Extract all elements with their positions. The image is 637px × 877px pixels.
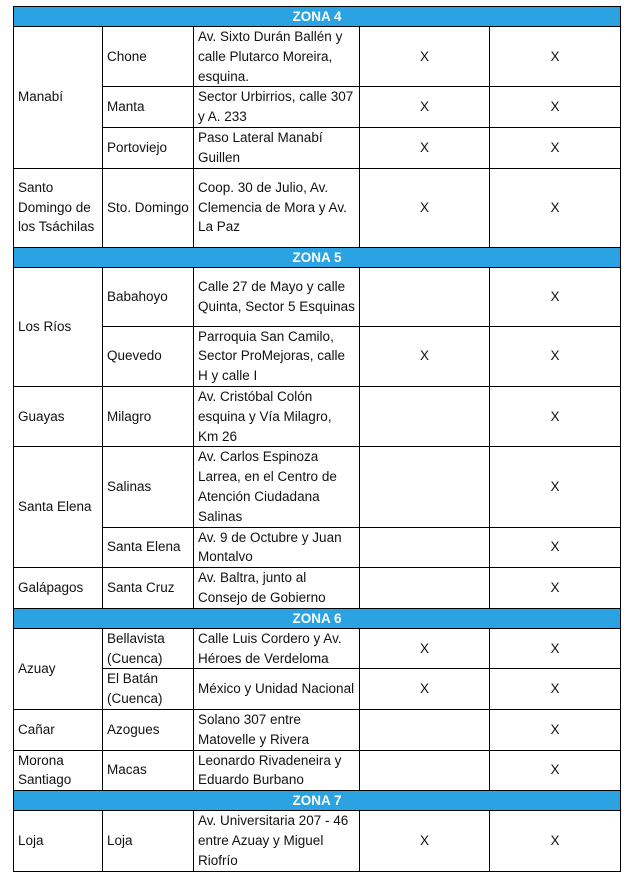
city-cell: Sto. Domingo	[103, 168, 194, 247]
address-cell: México y Unidad Nacional	[194, 669, 360, 710]
table-row	[14, 811, 621, 871]
city-cell: Manta	[103, 87, 194, 128]
province-cell: Morona Santiago	[14, 750, 103, 791]
mark-cell-1	[360, 267, 490, 326]
mark-cell-1: X	[360, 87, 490, 128]
city-cell: Macas	[103, 750, 194, 791]
offices-table	[13, 6, 621, 872]
province-cell: Manabí	[14, 27, 103, 169]
mark-cell-1: X	[360, 628, 490, 669]
mark-cell-1	[360, 709, 490, 750]
mark-cell-2: X	[490, 27, 621, 87]
address-cell: Av. Universitaria 207 - 46 entre Azuay y Miguel Riofrío	[194, 811, 360, 871]
address-cell: Coop. 30 de Julio, Av. Clemencia de Mora y Av. La Paz	[194, 168, 360, 247]
address-cell: Parroquia San Camilo, Sector ProMejoras, calle H y calle I	[194, 326, 360, 386]
mark-cell-1: X	[360, 669, 490, 710]
zone-title: ZONA 5	[14, 247, 621, 267]
province-cell: Loja	[14, 811, 103, 871]
zone-title: ZONA 4	[14, 7, 621, 27]
mark-cell-1	[360, 750, 490, 791]
mark-cell-1	[360, 568, 490, 609]
table-row	[14, 447, 621, 527]
mark-cell-2: X	[490, 447, 621, 527]
province-cell: Cañar	[14, 709, 103, 750]
mark-cell-2: X	[490, 811, 621, 871]
address-cell: Av. Sixto Durán Ballén y calle Plutarco Moreira, esquina.	[194, 27, 360, 87]
zone-header-row	[14, 791, 621, 811]
city-cell: Loja	[103, 811, 194, 871]
mark-cell-1: X	[360, 326, 490, 386]
address-cell: Leonardo Rivadeneira y Eduardo Burbano	[194, 750, 360, 791]
city-cell: Quevedo	[103, 326, 194, 386]
city-cell: Bellavista (Cuenca)	[103, 628, 194, 669]
address-cell: Calle Luis Cordero y Av. Héroes de Verdeloma	[194, 628, 360, 669]
city-cell: Salinas	[103, 447, 194, 527]
zone-header-row	[14, 7, 621, 27]
city-cell: Portoviejo	[103, 127, 194, 168]
zone-header-row	[14, 247, 621, 267]
mark-cell-2: X	[490, 669, 621, 710]
city-cell: Santa Cruz	[103, 568, 194, 609]
province-cell: Guayas	[14, 386, 103, 446]
city-cell: El Batán (Cuenca)	[103, 669, 194, 710]
table-row	[14, 326, 621, 386]
table-row	[14, 127, 621, 168]
mark-cell-2: X	[490, 326, 621, 386]
zone-title: ZONA 7	[14, 791, 621, 811]
table-row	[14, 527, 621, 568]
mark-cell-1: X	[360, 27, 490, 87]
province-cell: Galápagos	[14, 568, 103, 609]
city-cell: Babahoyo	[103, 267, 194, 326]
mark-cell-2: X	[490, 87, 621, 128]
city-cell: Chone	[103, 27, 194, 87]
zone-title: ZONA 6	[14, 608, 621, 628]
table-row	[14, 568, 621, 609]
mark-cell-2: X	[490, 168, 621, 247]
province-cell: Santa Elena	[14, 447, 103, 568]
offices-table-body	[14, 7, 621, 872]
city-cell: Milagro	[103, 386, 194, 446]
province-cell: Azuay	[14, 628, 103, 709]
mark-cell-1	[360, 527, 490, 568]
mark-cell-1: X	[360, 811, 490, 871]
mark-cell-2: X	[490, 709, 621, 750]
address-cell: Solano 307 entre Matovelle y Rivera	[194, 709, 360, 750]
mark-cell-1: X	[360, 168, 490, 247]
mark-cell-1	[360, 447, 490, 527]
mark-cell-1: X	[360, 127, 490, 168]
province-cell: Santo Domingo de los Tsáchilas	[14, 168, 103, 247]
mark-cell-2: X	[490, 568, 621, 609]
mark-cell-2: X	[490, 127, 621, 168]
table-row	[14, 750, 621, 791]
mark-cell-1	[360, 386, 490, 446]
address-cell: Av. Carlos Espinoza Larrea, en el Centro de Atención Ciudadana Salinas	[194, 447, 360, 527]
address-cell: Sector Urbirrios, calle 307 y A. 233	[194, 87, 360, 128]
table-row	[14, 709, 621, 750]
city-cell: Azogues	[103, 709, 194, 750]
address-cell: Av. Cristóbal Colón esquina y Vía Milagro, Km 26	[194, 386, 360, 446]
address-cell: Calle 27 de Mayo y calle Quinta, Sector 5 Esquinas	[194, 267, 360, 326]
address-cell: Av. Baltra, junto al Consejo de Gobierno	[194, 568, 360, 609]
table-row	[14, 87, 621, 128]
table-row	[14, 27, 621, 87]
mark-cell-2: X	[490, 750, 621, 791]
address-cell: Av. 9 de Octubre y Juan Montalvo	[194, 527, 360, 568]
zone-header-row	[14, 608, 621, 628]
table-row	[14, 628, 621, 669]
city-cell: Santa Elena	[103, 527, 194, 568]
mark-cell-2: X	[490, 628, 621, 669]
mark-cell-2: X	[490, 386, 621, 446]
mark-cell-2: X	[490, 527, 621, 568]
table-row	[14, 386, 621, 446]
mark-cell-2: X	[490, 267, 621, 326]
province-cell: Los Ríos	[14, 267, 103, 386]
table-row	[14, 168, 621, 247]
address-cell: Paso Lateral Manabí Guillen	[194, 127, 360, 168]
table-row	[14, 267, 621, 326]
table-row	[14, 669, 621, 710]
